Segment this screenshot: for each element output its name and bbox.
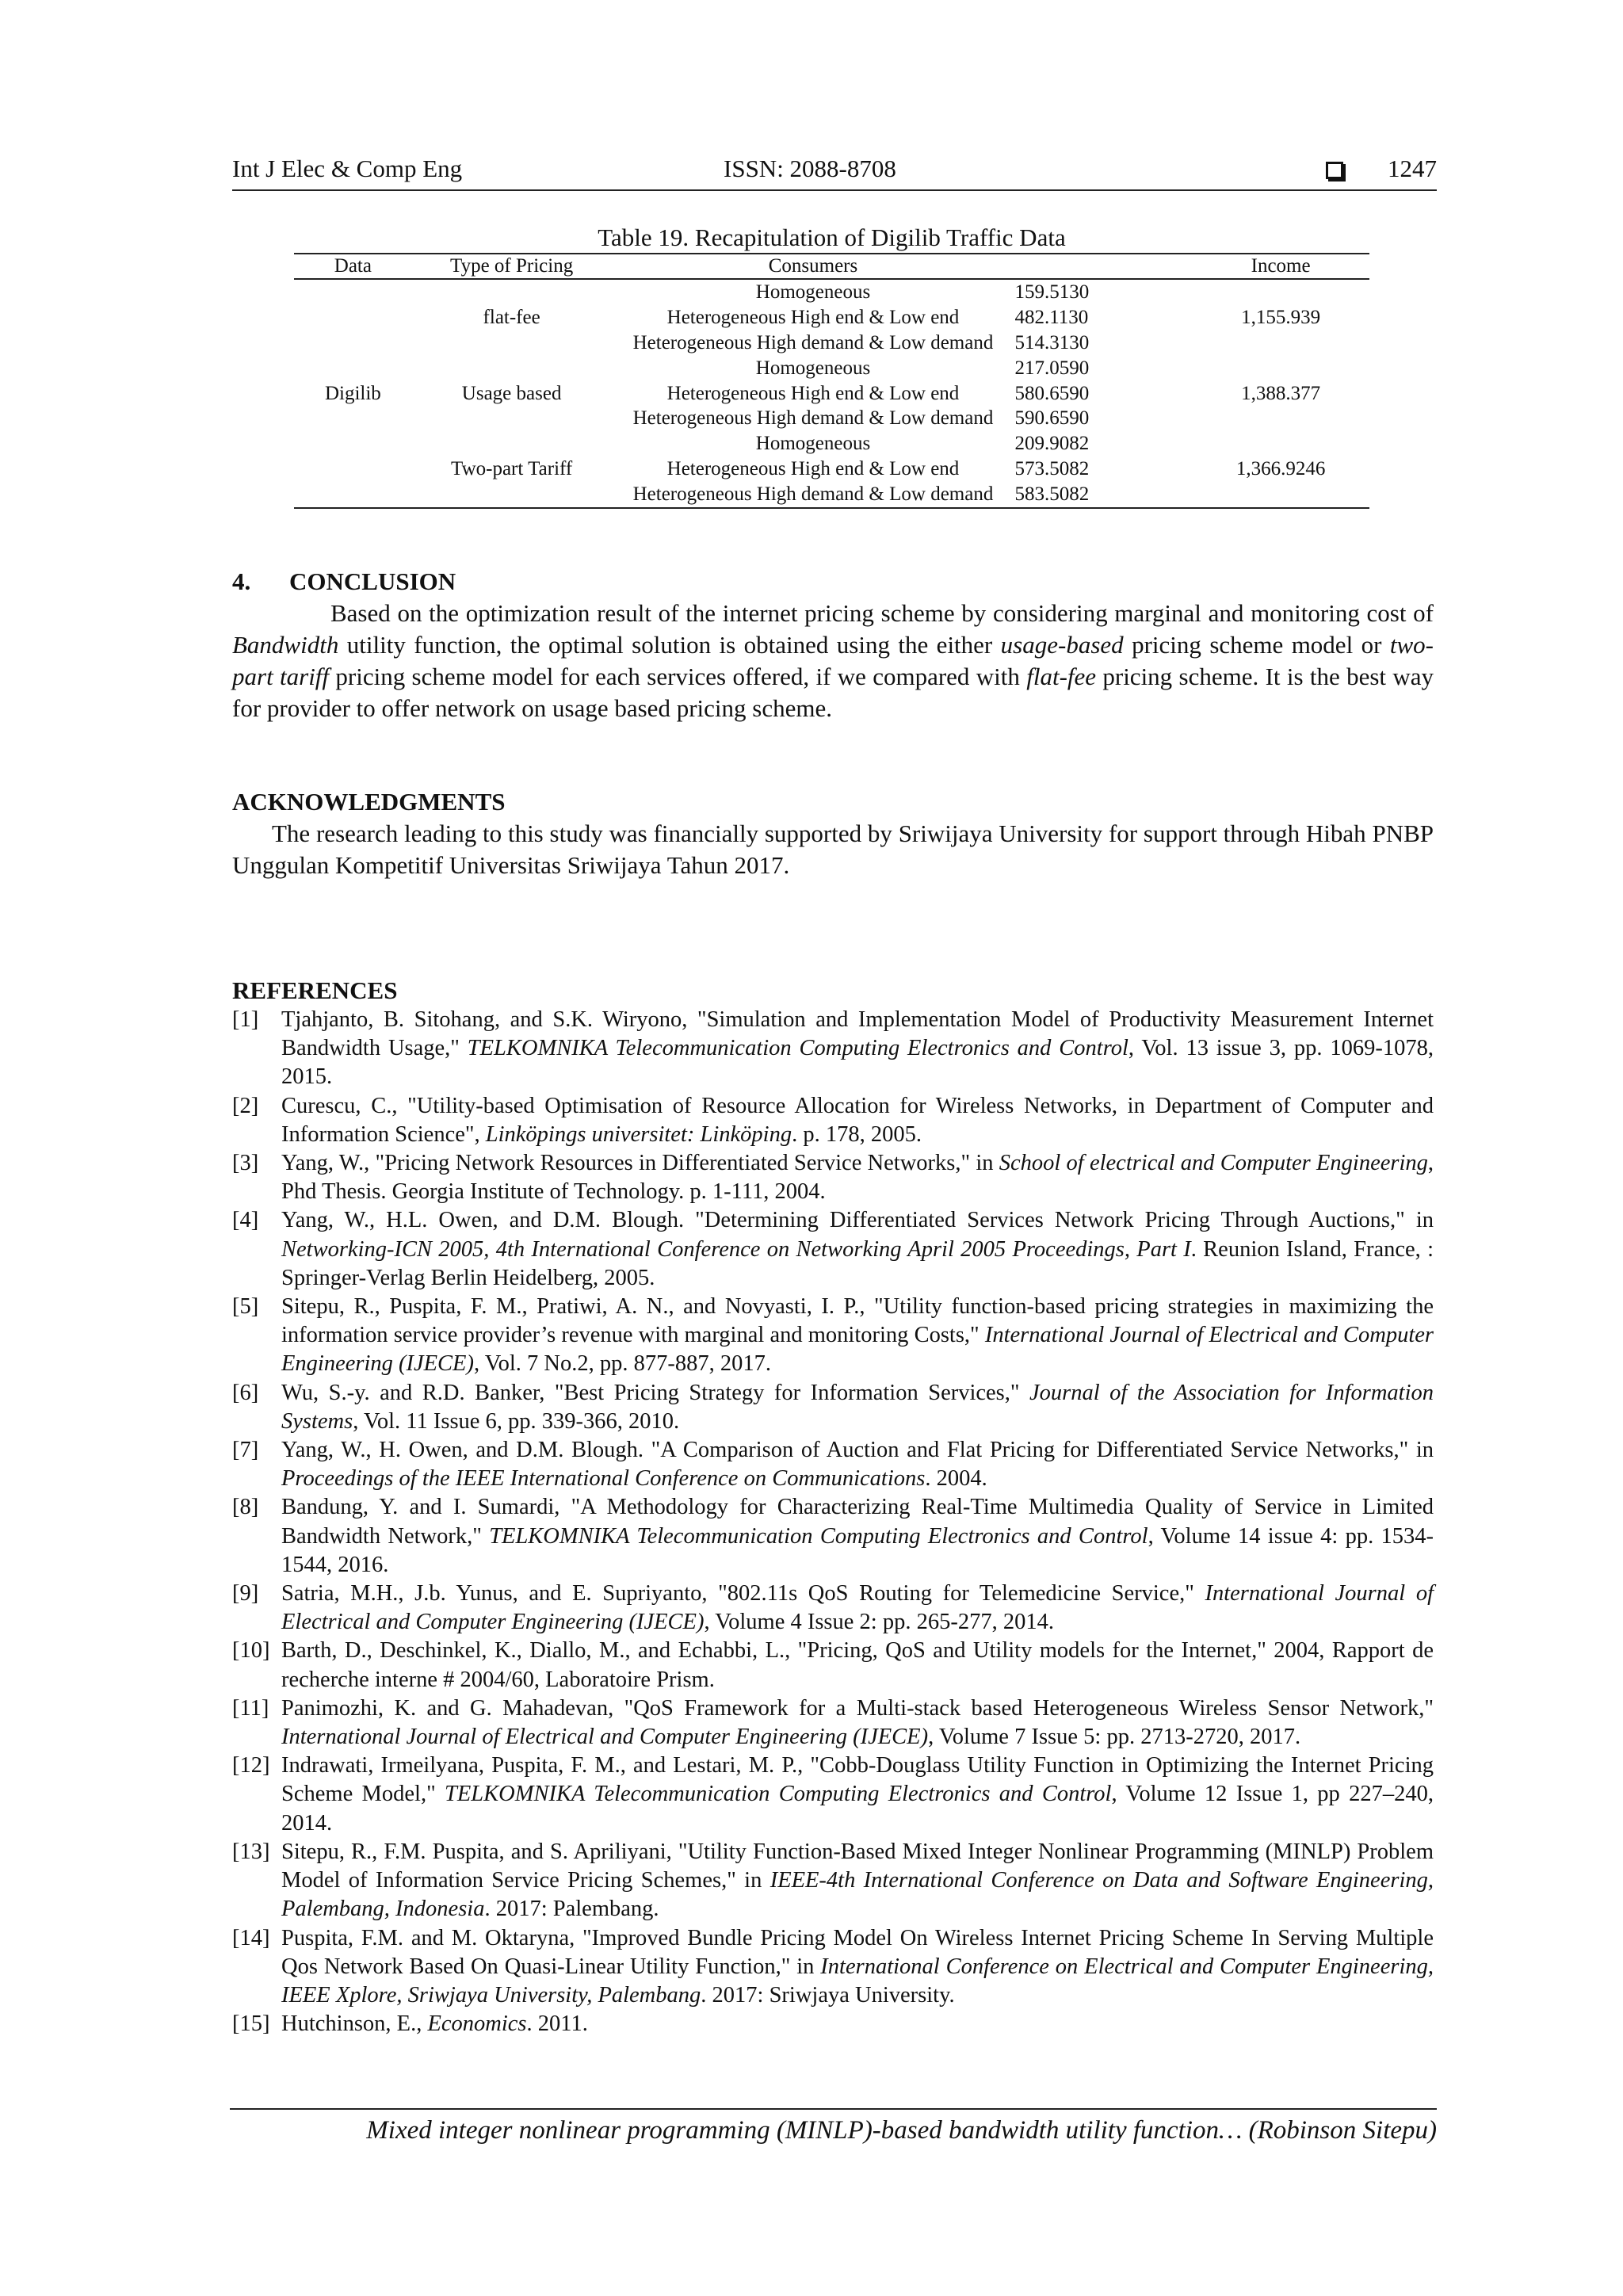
table-cell: 1,155.939 [1241, 306, 1321, 328]
table-cell: 583.5082 [1014, 482, 1192, 508]
reference-number: [13] [232, 1839, 270, 1864]
acknowledgments-section [232, 786, 1434, 881]
table-row [294, 381, 1369, 407]
reference-item [232, 1752, 1434, 1838]
reference-text: Bandung, Y. and I. Sumardi, "A Methodology for Characterizing Real-Time Multimedia Quality of Service in Limited Bandwidth Network," TELKOMNIKA Telecommunication Computing Electronics and Control, Volume 14 issue 4: pp. 1534-1544, 2016. [281, 1495, 1434, 1577]
table-cell: 209.9082 [1014, 433, 1090, 455]
reference-text: Indrawati, Irmeilyana, Puspita, F. M., and Lestari, M. P., "Cobb-Douglass Utility Function in Optimizing the Internet Pricing Scheme Model," TELKOMNIKA Telecommunication Computing Electronics and Control, Volume 12 Issue 1, pp 227–240, 2014. [281, 1753, 1434, 1836]
table-cell: 1,388.377 [1241, 382, 1321, 404]
acknowledgments-title: ACKNOWLEDGMENTS [232, 788, 506, 816]
reference-text: Yang, W., "Pricing Network Resources in Differentiated Service Networks," in School of electrical and Computer Engineering, Phd Thesis. Georgia Institute of Technology. p. 1-111, 2004. [281, 1151, 1434, 1205]
reference-number: [11] [232, 1695, 269, 1721]
reference-number: [10] [232, 1638, 270, 1664]
page-number-group [1326, 155, 1437, 183]
table-cell: 573.5082 [1014, 458, 1090, 480]
table-cell [412, 431, 612, 457]
reference-number: [7] [232, 1438, 259, 1463]
table-cell: Homogeneous [755, 281, 871, 303]
table-cell [1192, 330, 1369, 356]
table-cell: 217.0590 [1014, 357, 1090, 379]
reference-item [232, 1206, 1434, 1293]
reference-number: [8] [232, 1495, 259, 1520]
reference-item [232, 1149, 1434, 1206]
table-cell [294, 457, 412, 482]
reference-item [232, 1838, 1434, 1924]
reference-list [232, 1006, 1434, 2038]
reference-item [232, 1379, 1434, 1436]
table-cell: Heterogeneous High demand & Low demand [632, 331, 994, 353]
table-row [294, 330, 1369, 356]
reference-number: [6] [232, 1380, 259, 1405]
table-cell: flat-fee [483, 306, 540, 328]
col-header-blank [1014, 254, 1192, 279]
table-cell: 159.5130 [1014, 281, 1090, 303]
col-header-data: Data [294, 254, 412, 279]
page-footer: Mixed integer nonlinear programming (MINLP)-based bandwidth utility function… (Robinson Sitepu) [230, 2108, 1437, 2145]
table-row [294, 406, 1369, 431]
table-cell [294, 330, 412, 356]
reference-text: Curescu, C., "Utility-based Optimisation of Resource Allocation for Wireless Networks, in Department of Computer and Information Science", Linköpings universitet: Linköping. p. 178, 2005. [281, 1093, 1434, 1147]
col-header-type: Type of Pricing [412, 254, 612, 279]
reference-item [232, 1006, 1434, 1092]
col-header-consumers: Consumers [611, 254, 1014, 279]
conclusion-title: CONCLUSION [289, 567, 456, 595]
table-body [294, 279, 1369, 508]
table-row [294, 305, 1369, 330]
acknowledgments-paragraph: The research leading to this study was financially supported by Sriwijaya University for support through Hibah PNBP Unggulan Kompetitif Universitas Sriwijaya Tahun 2017. [232, 819, 1434, 879]
issn: ISSN: 2088-8708 [724, 155, 896, 182]
table-row [294, 279, 1369, 305]
reference-item [232, 1493, 1434, 1580]
table-cell: Heterogeneous High demand & Low demand [632, 407, 994, 430]
journal-name: Int J Elec & Comp Eng [232, 155, 463, 182]
table-cell: 1,366.9246 [1235, 458, 1326, 480]
reference-number: [14] [232, 1925, 270, 1950]
table-cell [412, 406, 612, 431]
table-cell [294, 482, 412, 508]
table-row [294, 457, 1369, 482]
reference-text: Yang, W., H.L. Owen, and D.M. Blough. "Determining Differentiated Services Network Pricing Through Auctions," in Networking-ICN 2005, 4th International Conference on Networking April 2005 Proceedings, Part I. Reunion Island, France, : Springer-Verlag Berlin Heidelberg, 2005. [281, 1208, 1434, 1290]
reference-item [232, 1092, 1434, 1149]
table-header-row [294, 254, 1369, 279]
table-cell: Heterogeneous High end & Low end [666, 458, 960, 480]
table-row [294, 431, 1369, 457]
page-header [232, 155, 1437, 191]
reference-number: [9] [232, 1581, 259, 1606]
reference-text: Barth, D., Deschinkel, K., Diallo, M., and Echabbi, L., "Pricing, QoS and Utility models for the Internet," 2004, Rapport de recherche interne # 2004/60, Laboratoire Prism. [281, 1638, 1434, 1692]
conclusion-paragraph: Based on the optimization result of the internet pricing scheme by considering marginal and monitoring cost of Bandwidth utility function, the optimal solution is obtained using the either usage-based pricing scheme model or two-part tariff pricing scheme model for each services offered, if we compared with flat-fee pricing scheme. It is the best way for provider to offer network on usage based pricing scheme. [232, 599, 1434, 722]
conclusion-number: 4. [232, 567, 251, 595]
table-row [294, 482, 1369, 508]
table-cell: Heterogeneous High end & Low end [666, 306, 960, 328]
reference-text: Sitepu, R., F.M. Puspita, and S. Apriliyani, "Utility Function-Based Mixed Integer Nonlinear Programming (MINLP) Problem Model of Information Service Pricing Schemes," in IEEE-4th International Conference on Data and Software Engineering, Palembang, Indonesia. 2017: Palembang. [281, 1839, 1434, 1922]
reference-item [232, 1293, 1434, 1379]
table-cell: Digilib [324, 382, 381, 404]
reference-item [232, 1924, 1434, 2011]
table-cell [412, 330, 612, 356]
table-cell [294, 356, 412, 381]
table-cell: Heterogeneous High end & Low end [666, 382, 960, 404]
square-box-icon [1326, 162, 1343, 179]
reference-text: Sitepu, R., Puspita, F. M., Pratiwi, A. N., and Novyasti, I. P., "Utility function-based pricing strategies in maximizing the information service provider’s revenue with marginal and monitoring Costs," International Journal of Electrical and Computer Engineering (IJECE), Vol. 7 No.2, pp. 877-887, 2017. [281, 1294, 1434, 1377]
reference-text: Hutchinson, E., Economics. 2011. [281, 2011, 588, 2037]
reference-text: Satria, M.H., J.b. Yunus, and E. Supriyanto, "802.11s QoS Routing for Telemedicine Service," International Journal of Electrical and Computer Engineering (IJECE), Volume 4 Issue 2: pp. 265-277, 2014. [281, 1581, 1434, 1635]
reference-text: Yang, W., H. Owen, and D.M. Blough. "A Comparison of Auction and Flat Pricing for Differentiated Service Networks," in Proceedings of the IEEE International Conference on Communications. 2004. [281, 1438, 1434, 1492]
table-cell: Homogeneous [755, 357, 871, 379]
reference-text: Tjahjanto, B. Sitohang, and S.K. Wiryono, "Simulation and Implementation Model of Productivity Measurement Internet Bandwidth Usage," TELKOMNIKA Telecommunication Computing Electronics and Control, Vol. 13 issue 3, pp. 1069-1078, 2015. [281, 1007, 1434, 1090]
reference-item [232, 1580, 1434, 1637]
reference-number: [3] [232, 1151, 259, 1176]
table-caption: Table 19. Recapitulation of Digilib Traffic Data [598, 223, 1066, 251]
table-row [294, 356, 1369, 381]
table-cell: Usage based [461, 382, 562, 404]
table-cell [294, 431, 412, 457]
reference-text: Wu, S.-y. and R.D. Banker, "Best Pricing Strategy for Information Services," Journal of the Association for Information Systems, Vol. 11 Issue 6, pp. 339-366, 2010. [281, 1380, 1434, 1434]
reference-item [232, 1436, 1434, 1493]
table-cell: Heterogeneous High demand & Low demand [611, 482, 1014, 508]
table-cell [1192, 279, 1369, 305]
reference-number: [15] [232, 2011, 270, 2037]
conclusion-heading [232, 566, 1434, 598]
conclusion-section [232, 566, 1434, 724]
reference-item [232, 2010, 1434, 2038]
table-cell [1192, 356, 1369, 381]
data-table [294, 253, 1369, 509]
table-cell: 482.1130 [1014, 306, 1089, 328]
table-cell [1192, 431, 1369, 457]
table-cell [1192, 406, 1369, 431]
table-cell [294, 305, 412, 330]
references-section [232, 976, 1434, 2038]
table-cell: 580.6590 [1014, 382, 1090, 404]
reference-number: [12] [232, 1753, 270, 1778]
reference-number: [4] [232, 1208, 259, 1233]
page-number: 1247 [1388, 155, 1437, 182]
table-cell [1192, 482, 1369, 508]
table-cell [412, 356, 612, 381]
col-header-income: Income [1192, 254, 1369, 279]
table-cell [294, 406, 412, 431]
table-cell [294, 279, 412, 305]
reference-number: [5] [232, 1294, 259, 1320]
table-cell: 590.6590 [1014, 407, 1090, 430]
reference-text: Panimozhi, K. and G. Mahadevan, "QoS Framework for a Multi-stack based Heterogeneous Wireless Sensor Network," International Journal of Electrical and Computer Engineering (IJECE), Volume 7 Issue 5: pp. 2713-2720, 2017. [281, 1695, 1434, 1750]
reference-item [232, 1694, 1434, 1752]
table-cell: 514.3130 [1014, 331, 1090, 353]
table-cell [412, 279, 612, 305]
table-cell: Homogeneous [755, 433, 871, 455]
reference-number: [1] [232, 1007, 259, 1032]
references-title: REFERENCES [232, 976, 398, 1004]
reference-number: [2] [232, 1093, 259, 1118]
reference-item [232, 1637, 1434, 1694]
reference-text: Puspita, F.M. and M. Oktaryna, "Improved Bundle Pricing Model On Wireless Internet Pricing Scheme In Serving Multiple Qos Network Based On Quasi-Linear Utility Function," in International Conference on Electrical and Computer Engineering, IEEE Xplore, Sriwjaya University, Palembang. 2017: Sriwjaya University. [281, 1925, 1434, 2008]
table-cell: Two-part Tariff [451, 458, 573, 480]
table-cell [412, 482, 612, 508]
